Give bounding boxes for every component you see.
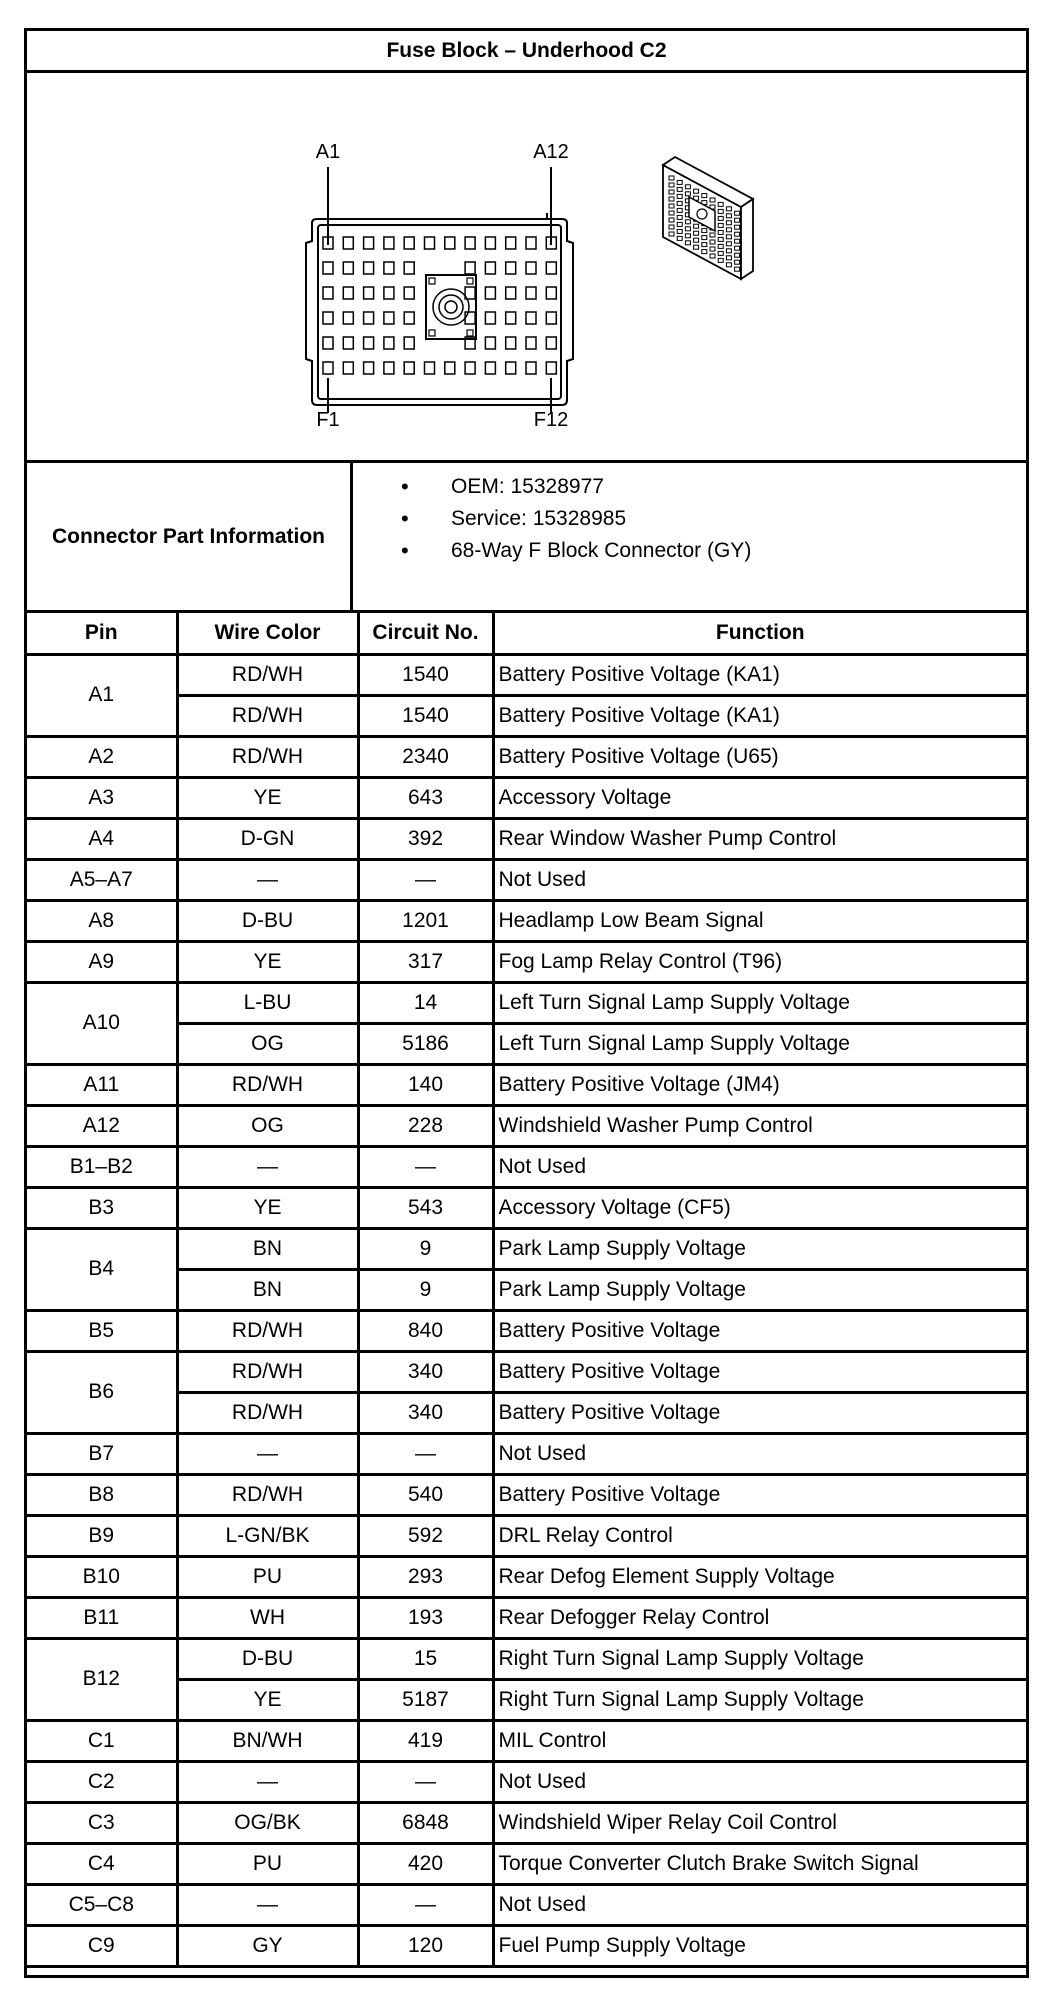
table-row [27, 1802, 1026, 1843]
cell-pin: A9 [27, 941, 177, 982]
cell-wire-color: — [177, 1884, 358, 1925]
cell-function: Not Used [493, 1433, 1026, 1474]
table-row [27, 654, 1026, 695]
connector-info-list [353, 471, 751, 567]
cell-circuit-no: 1540 [358, 654, 493, 695]
cell-pin: B11 [27, 1597, 177, 1638]
cell-wire-color: RD/WH [177, 1310, 358, 1351]
cell-function: Battery Positive Voltage (KA1) [493, 695, 1026, 736]
cell-circuit-no: — [358, 859, 493, 900]
cell-circuit-no: — [358, 1761, 493, 1802]
cell-function: Not Used [493, 1884, 1026, 1925]
cell-circuit-no: 9 [358, 1269, 493, 1310]
cell-circuit-no: 120 [358, 1925, 493, 1966]
cell-circuit-no: 6848 [358, 1802, 493, 1843]
cell-wire-color: OG [177, 1023, 358, 1064]
cell-wire-color: D-BU [177, 900, 358, 941]
cell-pin: C3 [27, 1802, 177, 1843]
cell-function: Battery Positive Voltage (U65) [493, 736, 1026, 777]
cell-circuit-no: 419 [358, 1720, 493, 1761]
cell-function: Accessory Voltage [493, 777, 1026, 818]
cell-function: Not Used [493, 1761, 1026, 1802]
cell-function: Fog Lamp Relay Control (T96) [493, 941, 1026, 982]
table-row [27, 1843, 1026, 1884]
cell-pin: A12 [27, 1105, 177, 1146]
table-row [27, 982, 1026, 1023]
cell-wire-color: — [177, 1146, 358, 1187]
cell-wire-color: OG/BK [177, 1802, 358, 1843]
header-wire-color: Wire Color [177, 613, 358, 654]
table-row [27, 1597, 1026, 1638]
cell-circuit-no: 2340 [358, 736, 493, 777]
table-row [27, 1392, 1026, 1433]
cell-wire-color: L-BU [177, 982, 358, 1023]
cell-function: Battery Positive Voltage [493, 1392, 1026, 1433]
cell-wire-color: PU [177, 1556, 358, 1597]
cell-circuit-no: 293 [358, 1556, 493, 1597]
table-row [27, 695, 1026, 736]
cell-wire-color: YE [177, 1679, 358, 1720]
table-row [27, 1884, 1026, 1925]
cell-function: Not Used [493, 1146, 1026, 1187]
cell-function: Battery Positive Voltage [493, 1474, 1026, 1515]
cell-pin: B6 [27, 1351, 177, 1433]
cell-function: Right Turn Signal Lamp Supply Voltage [493, 1638, 1026, 1679]
info-item-oem: • OEM: 15328977 [353, 471, 751, 503]
cell-wire-color: L-GN/BK [177, 1515, 358, 1556]
cell-wire-color: BN [177, 1269, 358, 1310]
cell-pin: A3 [27, 777, 177, 818]
cell-wire-color: — [177, 1433, 358, 1474]
table-row [27, 736, 1026, 777]
table-row [27, 1556, 1026, 1597]
page-title: Fuse Block – Underhood C2 [27, 31, 1026, 73]
cell-wire-color: BN/WH [177, 1720, 358, 1761]
table-row [27, 1351, 1026, 1392]
table-row [27, 1433, 1026, 1474]
cell-pin: B10 [27, 1556, 177, 1597]
cell-wire-color: RD/WH [177, 1064, 358, 1105]
cell-function: Battery Positive Voltage (KA1) [493, 654, 1026, 695]
cell-function: Rear Defog Element Supply Voltage [493, 1556, 1026, 1597]
cell-circuit-no: 5186 [358, 1023, 493, 1064]
cell-pin: C2 [27, 1761, 177, 1802]
cell-pin: A11 [27, 1064, 177, 1105]
cell-circuit-no: 1540 [358, 695, 493, 736]
cell-wire-color: YE [177, 1187, 358, 1228]
table-row [27, 859, 1026, 900]
cell-pin: B8 [27, 1474, 177, 1515]
table-row [27, 777, 1026, 818]
cell-circuit-no: — [358, 1433, 493, 1474]
pinout-table-wrapper [27, 613, 1026, 1968]
cell-wire-color: RD/WH [177, 654, 358, 695]
cell-wire-color: YE [177, 941, 358, 982]
table-row [27, 1064, 1026, 1105]
cell-function: Headlamp Low Beam Signal [493, 900, 1026, 941]
cell-pin: C4 [27, 1843, 177, 1884]
cell-circuit-no: 340 [358, 1351, 493, 1392]
pin-label-a1: A1 [315, 141, 341, 163]
table-row [27, 1310, 1026, 1351]
info-item-service: • Service: 15328985 [353, 503, 751, 535]
table-row [27, 1638, 1026, 1679]
cell-circuit-no: 340 [358, 1392, 493, 1433]
cell-pin: B5 [27, 1310, 177, 1351]
table-row [27, 1720, 1026, 1761]
cell-wire-color: PU [177, 1843, 358, 1884]
table-row [27, 1474, 1026, 1515]
cell-function: Accessory Voltage (CF5) [493, 1187, 1026, 1228]
cell-circuit-no: 420 [358, 1843, 493, 1884]
cell-function: Left Turn Signal Lamp Supply Voltage [493, 982, 1026, 1023]
connector-isometric-icon [663, 157, 753, 279]
cell-circuit-no: 5187 [358, 1679, 493, 1720]
cell-wire-color: RD/WH [177, 1392, 358, 1433]
cell-function: Park Lamp Supply Voltage [493, 1228, 1026, 1269]
table-row [27, 1925, 1026, 1966]
cell-pin: B9 [27, 1515, 177, 1556]
cell-pin: A2 [27, 736, 177, 777]
cell-wire-color: OG [177, 1105, 358, 1146]
table-row [27, 900, 1026, 941]
cell-pin: A5–A7 [27, 859, 177, 900]
cell-pin: A8 [27, 900, 177, 941]
cell-pin: A10 [27, 982, 177, 1064]
pin-label-f1: F1 [316, 409, 340, 431]
cell-function: Park Lamp Supply Voltage [493, 1269, 1026, 1310]
cell-wire-color: GY [177, 1925, 358, 1966]
cell-wire-color: BN [177, 1228, 358, 1269]
table-row [27, 1105, 1026, 1146]
cell-circuit-no: 228 [358, 1105, 493, 1146]
cell-wire-color: — [177, 859, 358, 900]
cell-wire-color: WH [177, 1597, 358, 1638]
cell-function: MIL Control [493, 1720, 1026, 1761]
cell-circuit-no: 1201 [358, 900, 493, 941]
cell-wire-color: RD/WH [177, 736, 358, 777]
cell-circuit-no: 15 [358, 1638, 493, 1679]
pinout-table-body [27, 654, 1026, 1966]
cell-function: Fuel Pump Supply Voltage [493, 1925, 1026, 1966]
cell-wire-color: RD/WH [177, 1351, 358, 1392]
cell-pin: B3 [27, 1187, 177, 1228]
connector-part-info [27, 463, 1026, 613]
cell-circuit-no: 840 [358, 1310, 493, 1351]
cell-function: Not Used [493, 859, 1026, 900]
cell-wire-color: RD/WH [177, 695, 358, 736]
table-row [27, 1146, 1026, 1187]
cell-wire-color: RD/WH [177, 1474, 358, 1515]
pin-label-a12: A12 [533, 141, 569, 163]
cell-function: Right Turn Signal Lamp Supply Voltage [493, 1679, 1026, 1720]
cell-function: DRL Relay Control [493, 1515, 1026, 1556]
cell-function: Battery Positive Voltage (JM4) [493, 1064, 1026, 1105]
cell-function: Torque Converter Clutch Brake Switch Signal [493, 1843, 1026, 1884]
cell-function: Rear Defogger Relay Control [493, 1597, 1026, 1638]
table-row [27, 941, 1026, 982]
header-function: Function [493, 613, 1026, 654]
info-item-description: • 68-Way F Block Connector (GY) [353, 535, 751, 567]
cell-pin: C1 [27, 1720, 177, 1761]
cell-function: Battery Positive Voltage [493, 1310, 1026, 1351]
table-row [27, 1679, 1026, 1720]
cell-circuit-no: 643 [358, 777, 493, 818]
cell-pin: B4 [27, 1228, 177, 1310]
cell-wire-color: YE [177, 777, 358, 818]
connector-face-drawing [27, 73, 1026, 460]
cell-pin: C5–C8 [27, 1884, 177, 1925]
cell-function: Left Turn Signal Lamp Supply Voltage [493, 1023, 1026, 1064]
table-row [27, 818, 1026, 859]
cell-function: Windshield Wiper Relay Coil Control [493, 1802, 1026, 1843]
cell-circuit-no: — [358, 1146, 493, 1187]
cell-circuit-no: 592 [358, 1515, 493, 1556]
cell-circuit-no: 317 [358, 941, 493, 982]
cell-pin: B1–B2 [27, 1146, 177, 1187]
cell-circuit-no: 193 [358, 1597, 493, 1638]
table-row [27, 1761, 1026, 1802]
table-row [27, 1269, 1026, 1310]
table-row [27, 1187, 1026, 1228]
pinout-table [27, 613, 1026, 1968]
cell-circuit-no: 9 [358, 1228, 493, 1269]
cell-pin: A1 [27, 654, 177, 736]
table-row [27, 1515, 1026, 1556]
cell-circuit-no: 540 [358, 1474, 493, 1515]
connector-diagram [27, 73, 1026, 463]
cell-circuit-no: 14 [358, 982, 493, 1023]
cell-function: Rear Window Washer Pump Control [493, 818, 1026, 859]
pin-label-f12: F12 [533, 409, 569, 431]
cell-wire-color: D-GN [177, 818, 358, 859]
cell-circuit-no: 543 [358, 1187, 493, 1228]
cell-circuit-no: — [358, 1884, 493, 1925]
cell-pin: B12 [27, 1638, 177, 1720]
connector-sheet [24, 28, 1029, 1978]
table-row [27, 1228, 1026, 1269]
header-pin: Pin [27, 613, 177, 654]
cell-function: Battery Positive Voltage [493, 1351, 1026, 1392]
cell-wire-color: — [177, 1761, 358, 1802]
connector-info-label: Connector Part Information [27, 463, 353, 610]
cell-pin: B7 [27, 1433, 177, 1474]
table-row [27, 1023, 1026, 1064]
cell-pin: A4 [27, 818, 177, 859]
cell-circuit-no: 392 [358, 818, 493, 859]
cell-wire-color: D-BU [177, 1638, 358, 1679]
cell-circuit-no: 140 [358, 1064, 493, 1105]
header-circuit-no: Circuit No. [358, 613, 493, 654]
cell-function: Windshield Washer Pump Control [493, 1105, 1026, 1146]
cell-pin: C9 [27, 1925, 177, 1966]
table-header-row [27, 613, 1026, 654]
